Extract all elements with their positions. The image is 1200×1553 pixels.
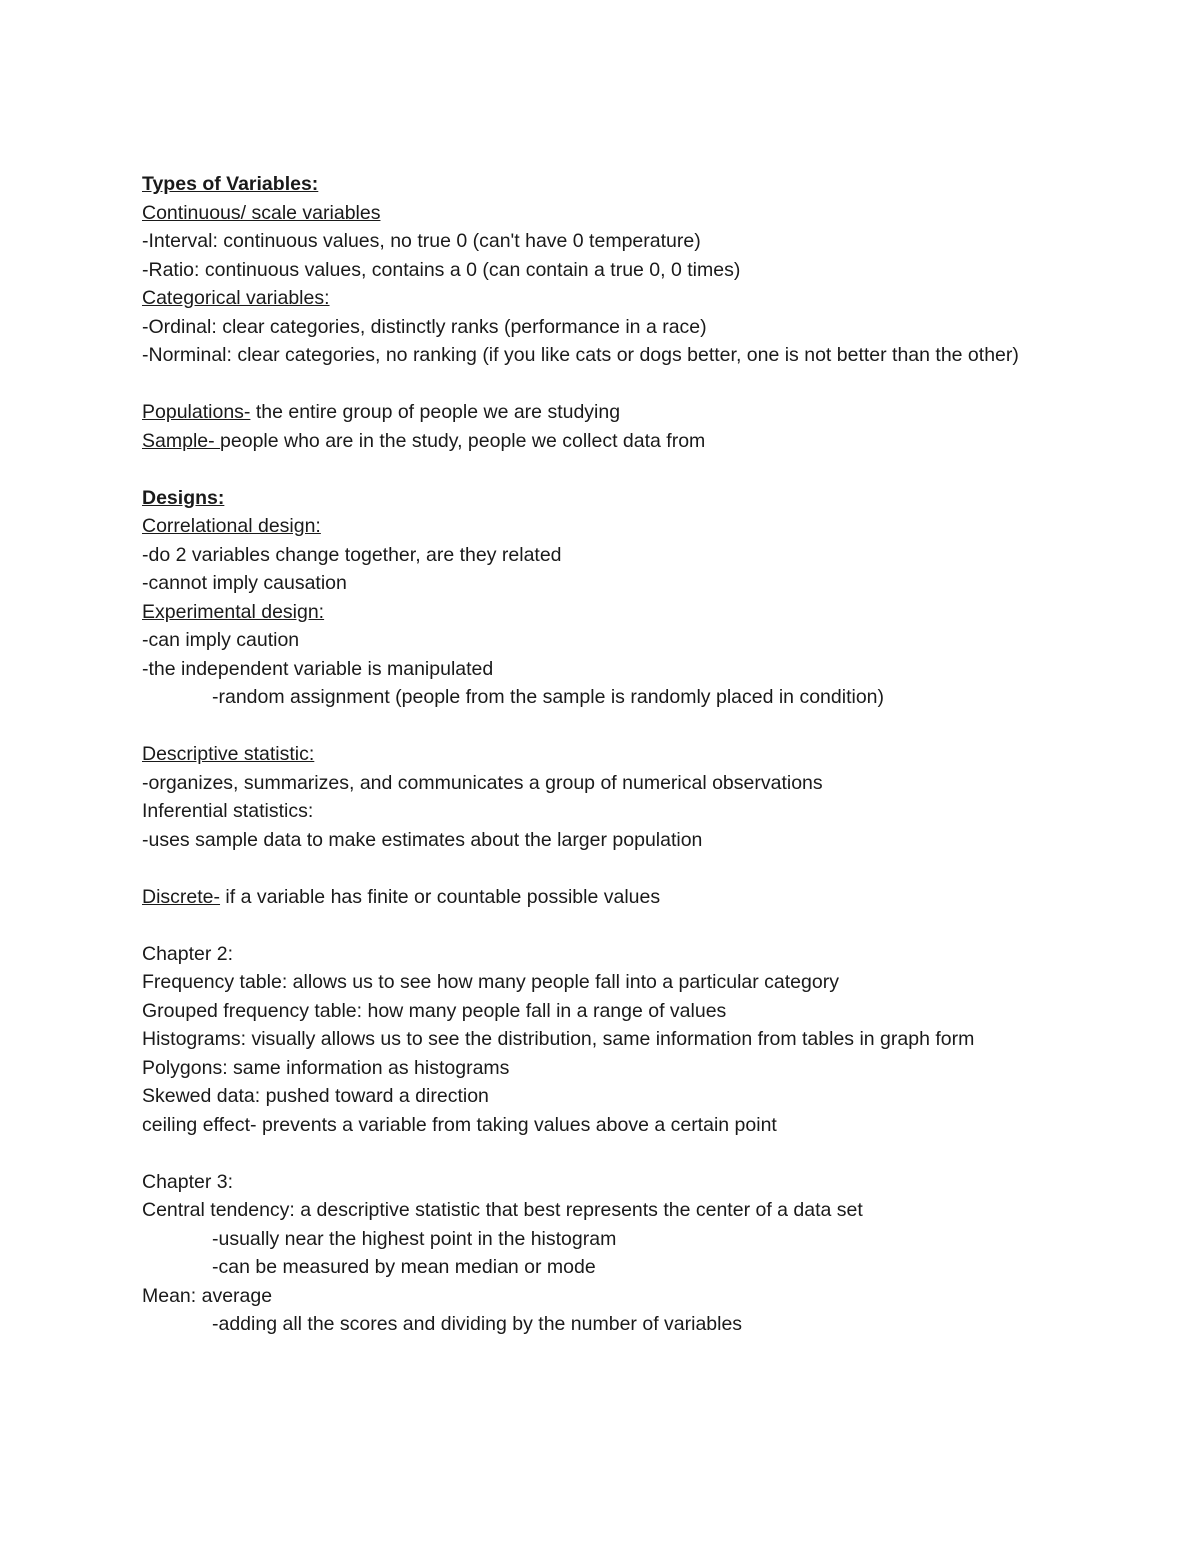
spacer: [142, 455, 1062, 484]
central-tendency-point-1: -usually near the highest point in the histogram: [212, 1227, 617, 1250]
sample-term: Sample-: [142, 429, 221, 452]
correlational-point-1: -do 2 variables change together, are they related: [142, 543, 562, 566]
population-line: [142, 398, 1062, 427]
ratio-definition: -Ratio: continuous values, contains a 0 (can contain a true 0, 0 times): [142, 258, 741, 281]
ceiling-effect-definition: ceiling effect- prevents a variable from taking values above a certain point: [142, 1113, 777, 1136]
experimental-point-3: -random assignment (people from the sample is randomly placed in condition): [212, 686, 884, 708]
experimental-point-1: -can imply caution: [142, 629, 300, 651]
central-tendency-definition: Central tendency: a descriptive statistic that best represents the center of a data set: [142, 1199, 863, 1221]
discrete-term: Discrete-: [142, 885, 221, 908]
histograms-definition: Histograms: visually allows us to see the distribution, same information from tables in graph form: [142, 1028, 975, 1050]
inferential-statistics-heading: Inferential statistics:: [142, 800, 314, 822]
discrete-definition: if a variable has finite or countable possible values: [220, 885, 661, 908]
document-page: [142, 170, 1062, 1339]
spacer: [142, 712, 1062, 741]
polygons-definition: Polygons: same information as histograms: [142, 1056, 510, 1079]
experimental-design-heading: Experimental design:: [142, 600, 325, 623]
interval-definition: -Interval: continuous values, no true 0 (can't have 0 temperature): [142, 230, 701, 252]
spacer: [142, 370, 1062, 399]
mean-point-1: -adding all the scores and dividing by the number of variables: [212, 1313, 743, 1335]
grouped-frequency-definition: Grouped frequency table: how many people fall in a range of values: [142, 999, 727, 1022]
mean-definition: Mean: average: [142, 1284, 273, 1307]
spacer: [142, 854, 1062, 883]
skewed-data-definition: Skewed data: pushed toward a direction: [142, 1085, 489, 1107]
inferential-statistics-definition: -uses sample data to make estimates about the larger population: [142, 828, 703, 851]
frequency-table-definition: Frequency table: allows us to see how many people fall into a particular category: [142, 971, 839, 993]
population-definition: the entire group of people we are studying: [250, 401, 621, 423]
chapter-3-heading: Chapter 3:: [142, 1170, 234, 1193]
continuous-variables-heading: Continuous/ scale variables: [142, 201, 381, 224]
sample-definition: people who are in the study, people we collect data from: [220, 429, 706, 452]
sample-line: [142, 427, 1062, 456]
correlational-point-2: -cannot imply causation: [142, 572, 347, 594]
norminal-definition: -Norminal: clear categories, no ranking (if you like cats or dogs better, one is not better than the other): [142, 344, 1019, 366]
descriptive-statistic-definition: -organizes, summarizes, and communicates a group of numerical observations: [142, 771, 823, 794]
designs-heading: Designs:: [142, 486, 225, 509]
discrete-line: [142, 883, 1062, 912]
chapter-2-heading: Chapter 2:: [142, 942, 234, 965]
experimental-point-2: -the independent variable is manipulated: [142, 657, 494, 680]
categorical-variables-heading: Categorical variables:: [142, 287, 330, 309]
population-term: Populations-: [142, 401, 251, 423]
descriptive-statistic-heading: Descriptive statistic:: [142, 743, 315, 765]
ordinal-definition: -Ordinal: clear categories, distinctly ranks (performance in a race): [142, 315, 707, 338]
types-of-variables-heading: Types of Variables:: [142, 173, 319, 195]
spacer: [142, 1139, 1062, 1168]
correlational-design-heading: Correlational design:: [142, 515, 321, 537]
central-tendency-point-2: -can be measured by mean median or mode: [212, 1256, 596, 1278]
spacer: [142, 911, 1062, 940]
